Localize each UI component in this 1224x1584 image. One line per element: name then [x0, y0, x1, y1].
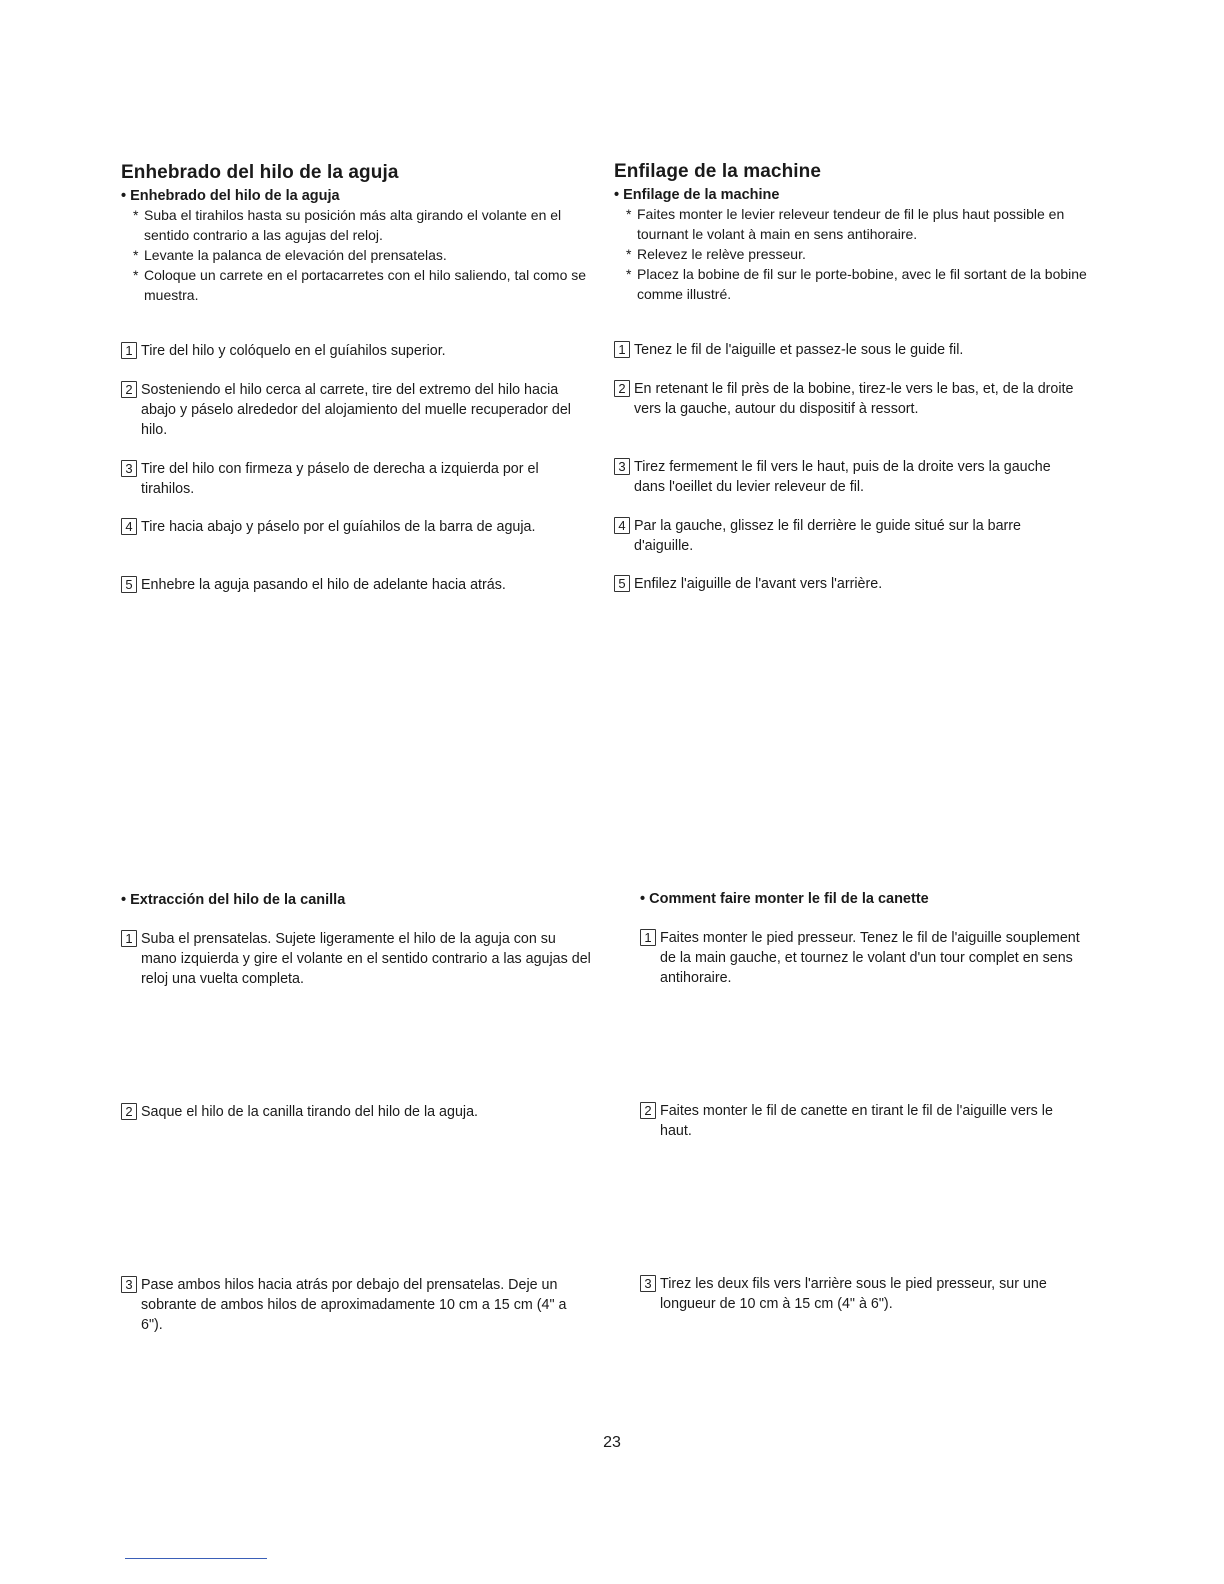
step-text: Suba el prensatelas. Sujete ligeramente el hilo de la aguja con su mano izquierda y gire el volante en el sentido contrario a las agujas del reloj una vuelta completa. [141, 931, 591, 987]
spanish-bobbin-step-1 [121, 929, 593, 989]
french-section2-heading: • Comment faire monter le fil de la canette [640, 890, 1110, 908]
french-section1-heading: • Enfilage de la machine [614, 186, 1104, 204]
spanish-step-2 [121, 380, 581, 440]
step-text: Tirez les deux fils vers l'arrière sous le pied presseur, sur une longueur de 10 cm à 15 cm (4" à 6"). [660, 1276, 1047, 1312]
step-number-box: 2 [121, 381, 137, 398]
step-number-box: 4 [121, 518, 137, 535]
step-number-box: 2 [121, 1103, 137, 1120]
step-text: Enfilez l'aiguille de l'avant vers l'arrière. [634, 576, 883, 592]
step-number-box: 1 [614, 341, 630, 358]
french-step-2 [614, 379, 1094, 419]
step-number-box: 1 [640, 929, 656, 946]
french-step-1 [614, 340, 1104, 360]
french-note: * Relevez le relève presseur. [614, 244, 1094, 264]
french-bobbin-step-1 [640, 928, 1080, 988]
step-text: Tire del hilo con firmeza y páselo de derecha a izquierda por el tirahilos. [141, 461, 539, 497]
spanish-step-1 [121, 341, 601, 361]
french-notes-list [614, 204, 1094, 304]
spanish-section2-heading: • Extracción del hilo de la canilla [121, 891, 601, 909]
step-text: Pase ambos hilos hacia atrás por debajo del prensatelas. Deje un sobrante de ambos hilos de aproximadamente 10 cm a 15 cm (4" a 6"). [141, 1277, 567, 1333]
step-text: Sosteniendo el hilo cerca al carrete, tire del extremo del hilo hacia abajo y páselo alrededor del alojamiento del muelle recuperador del hilo. [141, 382, 571, 438]
spanish-bobbin-step-3 [121, 1275, 587, 1335]
page-number: 23 [603, 1434, 621, 1451]
spanish-step-3 [121, 459, 591, 499]
french-note: * Placez la bobine de fil sur le porte-bobine, avec le fil sortant de la bobine comme illustré. [614, 264, 1094, 304]
spanish-title: Enhebrado del hilo de la aguja [121, 162, 399, 183]
french-bobbin-step-2 [640, 1101, 1080, 1141]
step-number-box: 5 [614, 575, 630, 592]
step-number-box: 3 [640, 1275, 656, 1292]
step-text: Faites monter le pied presseur. Tenez le fil de l'aiguille souplement de la main gauche, et tournez le volant d'un tour complet en sens antihoraire. [660, 930, 1080, 986]
french-note: * Faites monter le levier releveur tendeur de fil le plus haut possible en tournant le volant à main en sens antihoraire. [614, 204, 1094, 244]
step-number-box: 4 [614, 517, 630, 534]
spanish-note: * Coloque un carrete en el portacarretes con el hilo saliendo, tal como se muestra. [121, 265, 591, 305]
step-text: Tire del hilo y colóquelo en el guíahilos superior. [141, 343, 446, 359]
step-number-box: 3 [121, 460, 137, 477]
step-number-box: 5 [121, 576, 137, 593]
footer-divider [125, 1558, 267, 1559]
spanish-section1-heading: • Enhebrado del hilo de la aguja [121, 187, 601, 205]
step-number-box: 3 [614, 458, 630, 475]
step-number-box: 3 [121, 1276, 137, 1293]
step-text: Enhebre la aguja pasando el hilo de adelante hacia atrás. [141, 577, 506, 593]
spanish-step-4 [121, 517, 606, 537]
step-number-box: 2 [640, 1102, 656, 1119]
step-text: Tirez fermement le fil vers le haut, puis de la droite vers la gauche dans l'oeillet du levier releveur de fil. [634, 459, 1051, 495]
step-text: Tire hacia abajo y páselo por el guíahilos de la barra de aguja. [141, 519, 536, 535]
step-text: Faites monter le fil de canette en tirant le fil de l'aiguille vers le haut. [660, 1103, 1053, 1139]
spanish-note: * Suba el tirahilos hasta su posición más alta girando el volante en el sentido contrario a las agujas del reloj. [121, 205, 591, 245]
spanish-step-5 [121, 575, 601, 595]
french-step-3 [614, 457, 1059, 497]
step-number-box: 1 [121, 342, 137, 359]
french-step-5 [614, 574, 1104, 594]
spanish-bobbin-step-2 [121, 1102, 601, 1122]
step-text: Tenez le fil de l'aiguille et passez-le sous le guide fil. [634, 342, 964, 358]
step-text: En retenant le fil près de la bobine, tirez-le vers le bas, et, de la droite vers la gauche, autour du dispositif à ressort. [634, 381, 1074, 417]
french-title: Enfilage de la machine [614, 161, 822, 182]
french-step-4 [614, 516, 1084, 556]
spanish-notes-list [121, 205, 591, 305]
step-text: Saque el hilo de la canilla tirando del hilo de la aguja. [141, 1104, 479, 1120]
step-number-box: 2 [614, 380, 630, 397]
spanish-note: * Levante la palanca de elevación del prensatelas. [121, 245, 591, 265]
step-text: Par la gauche, glissez le fil derrière le guide situé sur la barre d'aiguille. [634, 518, 1022, 554]
step-number-box: 1 [121, 930, 137, 947]
french-bobbin-step-3 [640, 1274, 1085, 1314]
